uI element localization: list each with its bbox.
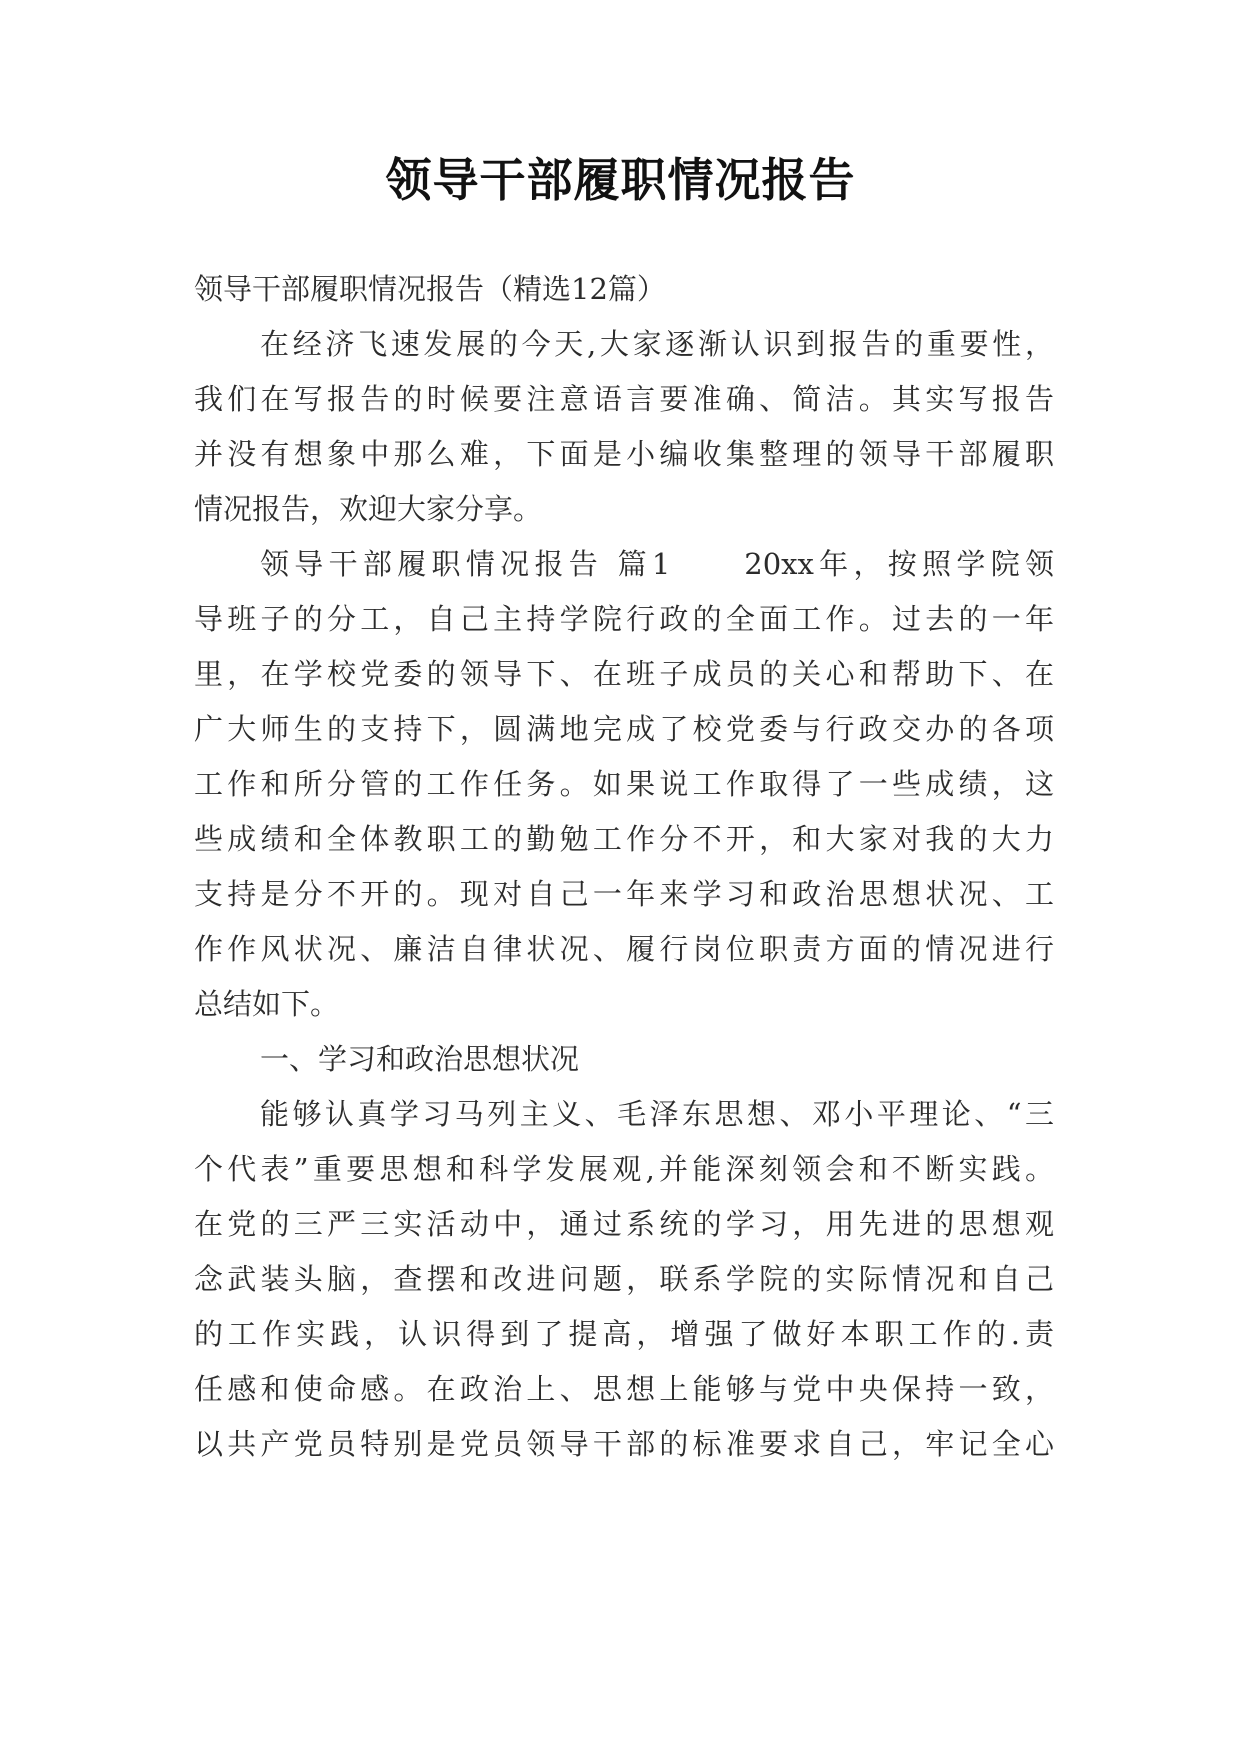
document-title: 领导干部履职情况报告 bbox=[385, 153, 856, 207]
paragraph-line: 广大师生的支持下，圆满地完成了校党委与行政交办的各项 bbox=[194, 712, 1054, 746]
paragraph-line: 情况报告，欢迎大家分享。 bbox=[194, 492, 543, 526]
paragraph-line: 以共产党员特别是党员领导干部的标准要求自己，牢记全心 bbox=[194, 1427, 1054, 1461]
document-body bbox=[194, 262, 1054, 1472]
paragraph-line: 任感和使命感。在政治上、思想上能够与党中央保持一致， bbox=[194, 1372, 1054, 1406]
paragraph-line: 总结如下。 bbox=[194, 987, 340, 1021]
section-heading-line: 领导干部履职情况报告 篇1 20xx年，按照学院领 bbox=[260, 547, 1054, 581]
paragraph-line: 念武装头脑，查摆和改进问题，联系学院的实际情况和自己 bbox=[194, 1262, 1054, 1296]
paragraph-line: 支持是分不开的。现对自己一年来学习和政治思想状况、工 bbox=[194, 877, 1054, 911]
paragraph-line: 的工作实践，认识得到了提高，增强了做好本职工作的.责 bbox=[194, 1317, 1054, 1351]
paragraph-line: 导班子的分工，自己主持学院行政的全面工作。过去的一年 bbox=[194, 602, 1054, 636]
paragraph-line: 在党的三严三实活动中，通过系统的学习，用先进的思想观 bbox=[194, 1207, 1054, 1241]
subtitle-line: 领导干部履职情况报告（精选12篇） bbox=[194, 272, 666, 306]
paragraph-line: 些成绩和全体教职工的勤勉工作分不开，和大家对我的大力 bbox=[194, 822, 1054, 856]
paragraph-line: 并没有想象中那么难，下面是小编收集整理的领导干部履职 bbox=[194, 437, 1054, 471]
paragraph-line: 个代表”重要思想和科学发展观,并能深刻领会和不断实践。 bbox=[194, 1152, 1054, 1186]
paragraph-line: 能够认真学习马列主义、毛泽东思想、邓小平理论、“三 bbox=[260, 1097, 1054, 1131]
paragraph-line: 工作和所分管的工作任务。如果说工作取得了一些成绩，这 bbox=[194, 767, 1054, 801]
paragraph-line: 作作风状况、廉洁自律状况、履行岗位职责方面的情况进行 bbox=[194, 932, 1054, 966]
paragraph-line: 我们在写报告的时候要注意语言要准确、简洁。其实写报告 bbox=[194, 382, 1054, 416]
paragraph-line: 里，在学校党委的领导下、在班子成员的关心和帮助下、在 bbox=[194, 657, 1054, 691]
paragraph-line: 在经济飞速发展的今天,大家逐渐认识到报告的重要性， bbox=[260, 327, 1054, 361]
section-heading: 一、学习和政治思想状况 bbox=[260, 1042, 580, 1076]
